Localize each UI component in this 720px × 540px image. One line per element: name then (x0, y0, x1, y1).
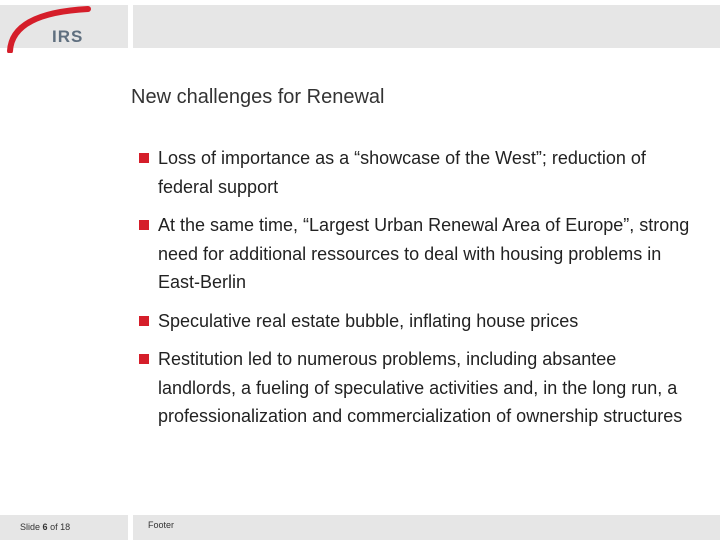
bullet-list (139, 144, 699, 441)
slide-total: of 18 (50, 522, 71, 532)
slide-current: 6 (42, 522, 48, 532)
bullet-item (139, 345, 699, 431)
bullet-item (139, 211, 699, 297)
bullet-text: At the same time, “Largest Urban Renewal Area of Europe”, strong need for additional ressources to deal with housing problems in East-Berlin (158, 215, 690, 292)
bullet-text: Speculative real estate bubble, inflating house prices (158, 310, 579, 331)
bullet-item (139, 144, 699, 201)
bullet-square-icon (139, 153, 149, 163)
slide-number (20, 522, 70, 532)
bullet-square-icon (139, 220, 149, 230)
header-bar (133, 5, 720, 48)
logo-panel (0, 5, 128, 48)
bullet-square-icon (139, 354, 149, 364)
bullet-square-icon (139, 316, 149, 326)
bullet-text: Restitution led to numerous problems, including absantee landlords, a fueling of speculative activities and, in the long run, a professionalization and commercialization of ownership structures (158, 349, 683, 426)
logo-text: IRS (52, 27, 84, 46)
slide-prefix: Slide (20, 522, 41, 532)
bullet-text: Loss of importance as a “showcase of the West”; reduction of federal support (158, 148, 646, 197)
bullet-item (139, 307, 699, 336)
slide-title: New challenges for Renewal (131, 86, 385, 108)
footer-text: Footer (148, 520, 175, 530)
footer-bar (133, 515, 720, 540)
